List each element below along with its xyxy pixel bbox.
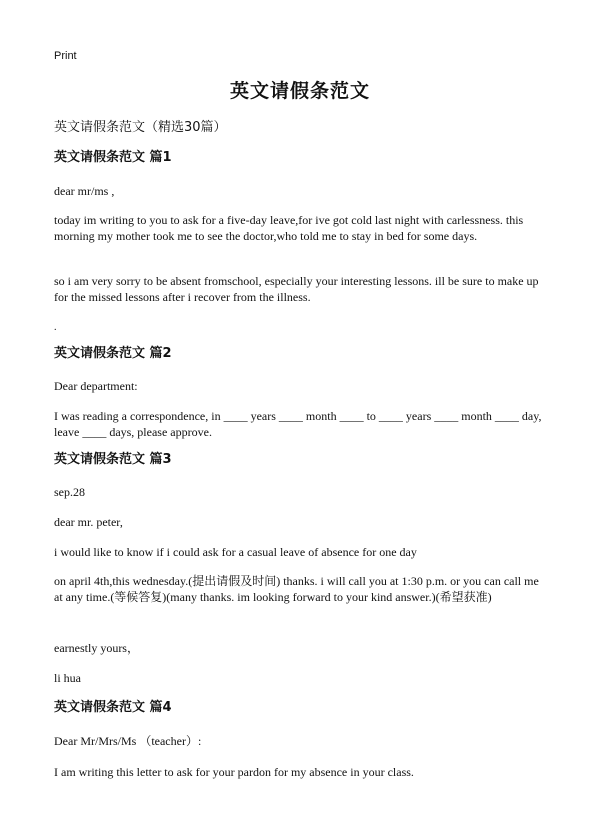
- section-2-paragraph: I was reading a correspondence, in ____ years ____ month ____ to ____ years ____ month ____ day, leave ____ days, please approve.: [54, 409, 542, 439]
- section-4-greeting: Dear Mr/Mrs/Ms （teacher）:: [54, 734, 202, 748]
- section-heading-4: 英文请假条范文 篇4: [54, 700, 172, 715]
- document-subtitle: 英文请假条范文（精选30篇）: [54, 120, 227, 135]
- section-4-paragraph: I am writing this letter to ask for your pardon for my absence in your class.: [54, 765, 414, 779]
- section-1-greeting: dear mr/ms ,: [54, 184, 115, 198]
- section-heading-3: 英文请假条范文 篇3: [54, 452, 172, 467]
- section-heading-1: 英文请假条范文 篇1: [54, 150, 172, 165]
- section-heading-2: 英文请假条范文 篇2: [54, 346, 172, 361]
- section-3-signature: li hua: [54, 671, 81, 685]
- section-2-greeting: Dear department:: [54, 379, 138, 393]
- print-link[interactable]: Print: [54, 50, 77, 62]
- section-3-closing: earnestly yours，: [54, 641, 139, 655]
- section-3-paragraph-1: i would like to know if i could ask for a casual leave of absence for one day: [54, 545, 417, 559]
- section-3-date: sep.28: [54, 485, 85, 499]
- section-1-dot: .: [54, 322, 57, 333]
- section-3-paragraph-2: on april 4th,this wednesday.(提出请假及时间) thanks. i will call you at 1:30 p.m. or you can call me at any time.(等候答复)(many thanks. im looking forward to your kind answer.)(希望获准): [54, 574, 539, 604]
- section-1-paragraph-2: so i am very sorry to be absent fromschool, especially your interesting lessons. ill be sure to make up for the missed lessons after i recover from the illness.: [54, 274, 539, 304]
- section-1-paragraph-1: today im writing to you to ask for a five-day leave,for ive got cold last night with carlessness. this morning my mother took me to see the doctor,who told me to stay in bed for some days.: [54, 213, 524, 243]
- section-3-greeting: dear mr. peter,: [54, 515, 123, 529]
- document-title: 英文请假条范文: [229, 80, 370, 102]
